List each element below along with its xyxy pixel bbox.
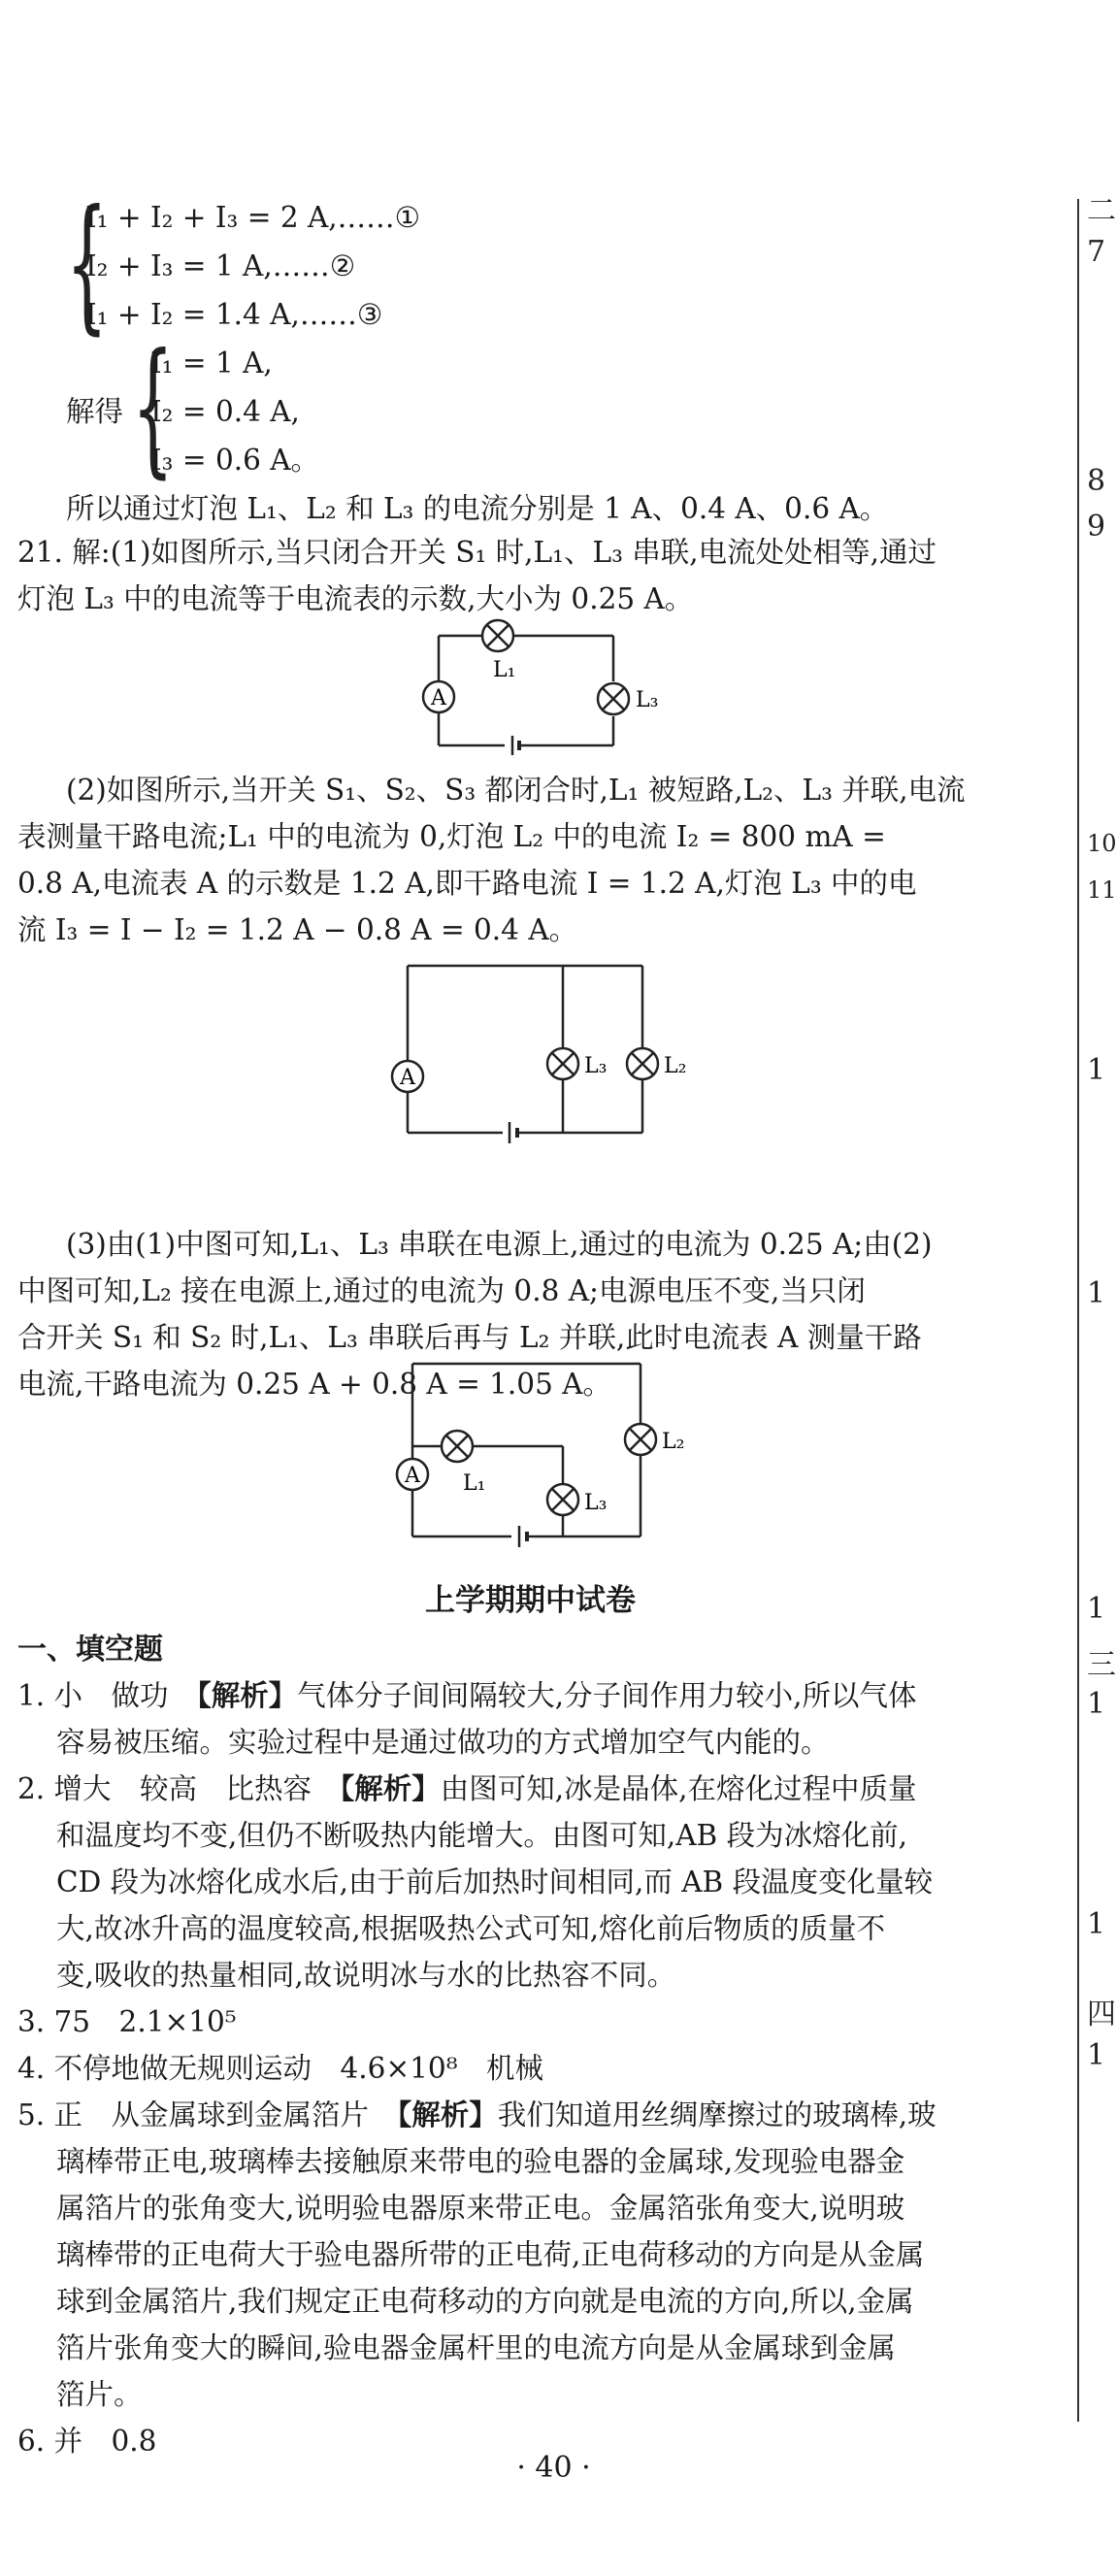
lamp-l2-symbol	[627, 1048, 658, 1079]
solution-2: I₂ = 0.4 A,	[150, 395, 300, 428]
lamp-l3-symbol	[547, 1484, 578, 1515]
q21-part2-line1: (2)如图所示,当开关 S₁、S₂、S₃ 都闭合时,L₁ 被短路,L₂、L₃ 并联,电流	[66, 774, 966, 807]
q2-line1: 2. 增大 较高 比热容 【解析】由图可知,冰是晶体,在熔化过程中质量	[17, 1772, 917, 1805]
q21-part2-line4: 流 I₃ = I − I₂ = 1.2 A − 0.8 A = 0.4 A。	[17, 913, 578, 946]
q2-line2: 和温度均不变,但仍不断吸热内能增大。由图可知,AB 段为冰熔化前,	[56, 1819, 907, 1852]
q6-line: 6. 并 0.8	[17, 2425, 157, 2458]
column-divider	[1077, 199, 1079, 2422]
q5-line7: 箔片。	[56, 2378, 143, 2411]
lamp-l1-label: L₁	[463, 1471, 486, 1496]
circuit-diagram-1	[408, 621, 679, 767]
right-clip-3: 9	[1087, 510, 1106, 544]
q4-line: 4. 不停地做无规则运动 4.6×10⁸ 机械	[17, 2052, 544, 2085]
q5-line4: 璃棒带的正电荷大于验电器所带的正电荷,正电荷移动的方向是从金属	[56, 2238, 925, 2271]
solve-label: 解得	[66, 395, 124, 428]
equation-3: I₁ + I₂ = 1.4 A,……③	[85, 298, 383, 331]
right-clip-12: 四	[1087, 1998, 1116, 2031]
q21-part1-line2: 灯泡 L₃ 中的电流等于电流表的示数,大小为 0.25 A。	[17, 582, 694, 615]
ammeter-label: A	[431, 686, 446, 710]
lamp-l3-label: L₃	[636, 688, 659, 712]
q21-part3-line3: 合开关 S₁ 和 S₂ 时,L₁、L₃ 串联后再与 L₂ 并联,此时电流表 A 测量干路	[17, 1321, 922, 1354]
q3-line: 3. 75 2.1×10⁵	[17, 2005, 237, 2038]
q21-part3-line1: (3)由(1)中图可知,L₁、L₃ 串联在电源上,通过的电流为 0.25 A;由(2)	[66, 1228, 933, 1261]
q5-line2: 璃棒带正电,玻璃棒去接触原来带电的验电器的金属球,发现验电器金	[56, 2145, 905, 2178]
exam-title: 上学期期中试卷	[425, 1583, 636, 1618]
right-clip-2: 8	[1087, 464, 1106, 498]
equation-1: I₁ + I₂ + I₃ = 2 A,……①	[85, 201, 421, 234]
lamp-l3-symbol	[547, 1048, 578, 1079]
ammeter-label: A	[405, 1464, 420, 1488]
q2-line4: 大,故冰升高的温度较高,根据吸热公式可知,熔化前后物质的质量不	[56, 1912, 886, 1945]
right-clip-1: 7	[1087, 235, 1106, 269]
lamp-l1-symbol	[442, 1431, 473, 1462]
right-clip-13: 1	[1087, 2038, 1106, 2072]
right-clip-7: 1	[1087, 1276, 1106, 1310]
ammeter-symbol	[392, 1061, 423, 1092]
q2-line5: 变,吸收的热量相同,故说明冰与水的比热容不同。	[56, 1959, 676, 1992]
q21-part3-line2: 中图可知,L₂ 接在电源上,通过的电流为 0.8 A;电源电压不变,当只闭	[17, 1274, 866, 1307]
right-clip-0: 二	[1087, 194, 1116, 228]
right-clip-8: 1	[1087, 1592, 1106, 1626]
ammeter-symbol	[397, 1459, 428, 1490]
circuit-diagram-2	[378, 956, 708, 1150]
solution-conclusion: 所以通过灯泡 L₁、L₂ 和 L₃ 的电流分别是 1 A、0.4 A、0.6 A。	[66, 492, 889, 525]
page-number: · 40 ·	[516, 2451, 591, 2485]
solution-3: I₃ = 0.6 A。	[150, 444, 320, 477]
q21-part3-line4: 电流,干路电流为 0.25 A + 0.8 A = 1.05 A。	[17, 1368, 612, 1401]
right-clip-11: 1	[1087, 1907, 1106, 1941]
lamp-l2-label: L₂	[662, 1430, 685, 1454]
lamp-l3-label: L₃	[584, 1491, 608, 1515]
q21-part2-line2: 表测量干路电流;L₁ 中的电流为 0,灯泡 L₂ 中的电流 I₂ = 800 mA =	[17, 820, 886, 853]
lamp-l1-symbol	[482, 620, 513, 651]
lamp-l2-symbol	[625, 1424, 656, 1455]
right-clip-6: 1	[1087, 1053, 1106, 1087]
q1-line2: 容易被压缩。实验过程中是通过做功的方式增加空气内能的。	[56, 1726, 830, 1759]
lamp-l3-label: L₃	[584, 1054, 608, 1078]
q1-line1: 1. 小 做功 【解析】气体分子间间隔较大,分子间作用力较小,所以气体	[17, 1679, 917, 1712]
q21-part2-line3: 0.8 A,电流表 A 的示数是 1.2 A,即干路电流 I = 1.2 A,灯泡 L₃ 中的电	[17, 867, 917, 900]
brace-solution: {	[132, 323, 174, 492]
q21-part1-line1: 21. 解:(1)如图所示,当只闭合开关 S₁ 时,L₁、L₃ 串联,电流处处相等,通过	[17, 536, 937, 569]
solution-1: I₁ = 1 A,	[150, 347, 273, 380]
ammeter-symbol	[423, 681, 454, 712]
q5-line3: 属箔片的张角变大,说明验电器原来带正电。金属箔张角变大,说明玻	[56, 2192, 905, 2225]
lamp-l2-label: L₂	[664, 1054, 687, 1078]
right-clip-5: 11	[1087, 876, 1117, 904]
section-fill-blank: 一、填空题	[17, 1633, 163, 1667]
right-clip-4: 10	[1087, 830, 1117, 857]
ammeter-label: A	[400, 1066, 415, 1090]
q5-line1: 5. 正 从金属球到金属箔片 【解析】我们知道用丝绸摩擦过的玻璃棒,玻	[17, 2098, 936, 2131]
q5-line6: 箔片张角变大的瞬间,验电器金属杆里的电流方向是从金属球到金属	[56, 2331, 896, 2364]
lamp-l3-symbol	[598, 683, 629, 714]
right-clip-9: 三	[1087, 1648, 1116, 1682]
circuit-diagram-3	[383, 1354, 704, 1548]
equation-2: I₂ + I₃ = 1 A,……②	[85, 249, 356, 282]
q5-line5: 球到金属箔片,我们规定正电荷移动的方向就是电流的方向,所以,金属	[56, 2285, 914, 2318]
brace-equations: {	[66, 180, 108, 348]
right-clip-10: 1	[1087, 1687, 1106, 1721]
lamp-l1-label: L₁	[493, 658, 516, 682]
q2-line3: CD 段为冰熔化成水后,由于前后加热时间相同,而 AB 段温度变化量较	[56, 1866, 934, 1899]
